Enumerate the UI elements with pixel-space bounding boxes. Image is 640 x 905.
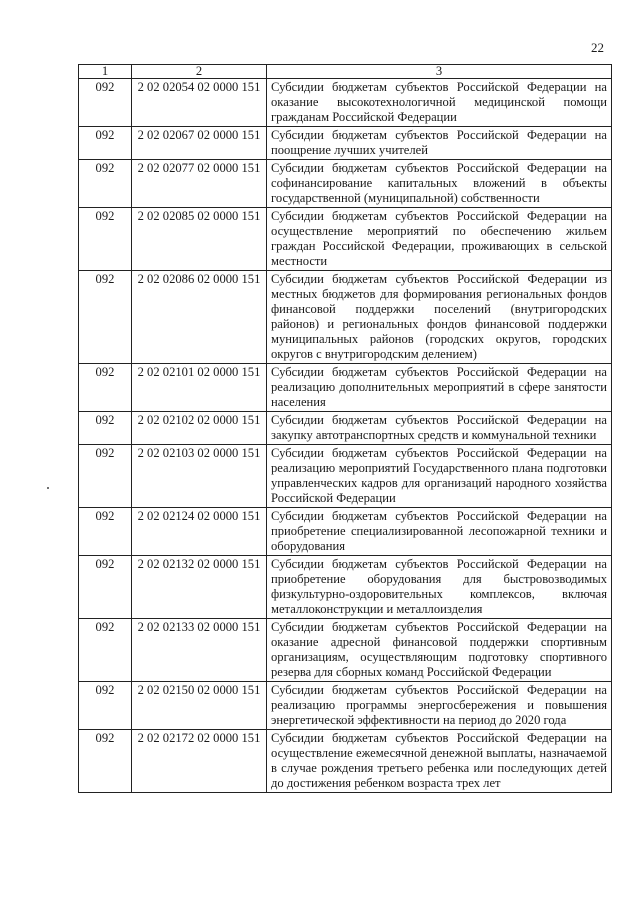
revenue-code-cell: 2 02 02172 02 0000 151 xyxy=(132,730,267,793)
admin-code-cell: 092 xyxy=(79,208,132,271)
column-header-2: 2 xyxy=(132,65,267,79)
page-number: 22 xyxy=(591,40,604,55)
table-row xyxy=(79,445,612,508)
description-cell: Субсидии бюджетам субъектов Российской Федерации на реализацию дополнительных мероприятий в сфере занятости населения xyxy=(267,364,612,412)
table-row xyxy=(79,271,612,364)
description-cell: Субсидии бюджетам субъектов Российской Федерации на реализацию мероприятий Государственного плана подготовки управленческих кадров для организаций народного хозяйства Российской Федерации xyxy=(267,445,612,508)
table-row xyxy=(79,556,612,619)
table-header-row xyxy=(79,65,612,79)
admin-code-cell: 092 xyxy=(79,79,132,127)
description-cell: Субсидии бюджетам субъектов Российской Федерации на реализацию программы энергосбережения и повышения энергетической эффективности на период до 2020 года xyxy=(267,682,612,730)
table-row xyxy=(79,79,612,127)
table-row xyxy=(79,412,612,445)
admin-code-cell: 092 xyxy=(79,160,132,208)
column-header-3: 3 xyxy=(267,65,612,79)
table-row xyxy=(79,619,612,682)
scan-artifact-dot xyxy=(47,487,49,489)
admin-code-cell: 092 xyxy=(79,619,132,682)
admin-code-cell: 092 xyxy=(79,682,132,730)
description-cell: Субсидии бюджетам субъектов Российской Федерации из местных бюджетов для формирования региональных фондов финансовой поддержки поселений (внутригородских районов) и региональных фондов финансовой поддержки муниципальных районов (городских округов, городских округов с внутригородским делением) xyxy=(267,271,612,364)
description-cell: Субсидии бюджетам субъектов Российской Федерации на осуществление мероприятий по обеспечению жильем граждан Российской Федерации, проживающих в сельской местности xyxy=(267,208,612,271)
description-cell: Субсидии бюджетам субъектов Российской Федерации на приобретение специализированной лесопожарной техники и оборудования xyxy=(267,508,612,556)
column-header-1: 1 xyxy=(79,65,132,79)
description-cell: Субсидии бюджетам субъектов Российской Федерации на поощрение лучших учителей xyxy=(267,127,612,160)
admin-code-cell: 092 xyxy=(79,730,132,793)
revenue-code-cell: 2 02 02150 02 0000 151 xyxy=(132,682,267,730)
revenue-code-cell: 2 02 02085 02 0000 151 xyxy=(132,208,267,271)
description-cell: Субсидии бюджетам субъектов Российской Федерации на оказание высокотехнологичной медицинской помощи гражданам Российской Федерации xyxy=(267,79,612,127)
revenue-code-cell: 2 02 02086 02 0000 151 xyxy=(132,271,267,364)
table-row xyxy=(79,364,612,412)
table-row xyxy=(79,127,612,160)
admin-code-cell: 092 xyxy=(79,445,132,508)
revenue-code-cell: 2 02 02124 02 0000 151 xyxy=(132,508,267,556)
revenue-code-cell: 2 02 02054 02 0000 151 xyxy=(132,79,267,127)
revenue-code-cell: 2 02 02102 02 0000 151 xyxy=(132,412,267,445)
revenue-code-cell: 2 02 02077 02 0000 151 xyxy=(132,160,267,208)
description-cell: Субсидии бюджетам субъектов Российской Федерации на закупку автотранспортных средств и коммунальной техники xyxy=(267,412,612,445)
table-row xyxy=(79,508,612,556)
revenue-code-cell: 2 02 02103 02 0000 151 xyxy=(132,445,267,508)
admin-code-cell: 092 xyxy=(79,556,132,619)
revenue-code-cell: 2 02 02101 02 0000 151 xyxy=(132,364,267,412)
admin-code-cell: 092 xyxy=(79,127,132,160)
revenue-code-cell: 2 02 02133 02 0000 151 xyxy=(132,619,267,682)
revenue-code-cell: 2 02 02067 02 0000 151 xyxy=(132,127,267,160)
table-row xyxy=(79,682,612,730)
description-cell: Субсидии бюджетам субъектов Российской Федерации на осуществление ежемесячной денежной выплаты, назначаемой в случае рождения третьего ребенка или последующих детей до достижения ребенком возраста трех лет xyxy=(267,730,612,793)
description-cell: Субсидии бюджетам субъектов Российской Федерации на оказание адресной финансовой поддержки спортивным организациям, осуществляющим подготовку спортивного резерва для сборных команд Российской Федерации xyxy=(267,619,612,682)
admin-code-cell: 092 xyxy=(79,364,132,412)
table-row xyxy=(79,208,612,271)
table-row xyxy=(79,730,612,793)
revenue-code-cell: 2 02 02132 02 0000 151 xyxy=(132,556,267,619)
description-cell: Субсидии бюджетам субъектов Российской Федерации на софинансирование капитальных вложений в объекты государственной (муниципальной) собственности xyxy=(267,160,612,208)
table-row xyxy=(79,160,612,208)
budget-codes-table xyxy=(78,64,612,793)
admin-code-cell: 092 xyxy=(79,412,132,445)
admin-code-cell: 092 xyxy=(79,271,132,364)
admin-code-cell: 092 xyxy=(79,508,132,556)
description-cell: Субсидии бюджетам субъектов Российской Федерации на приобретение оборудования для быстровозводимых физкультурно-оздоровительных комплексов, включая металлоконструкции и металлоизделия xyxy=(267,556,612,619)
